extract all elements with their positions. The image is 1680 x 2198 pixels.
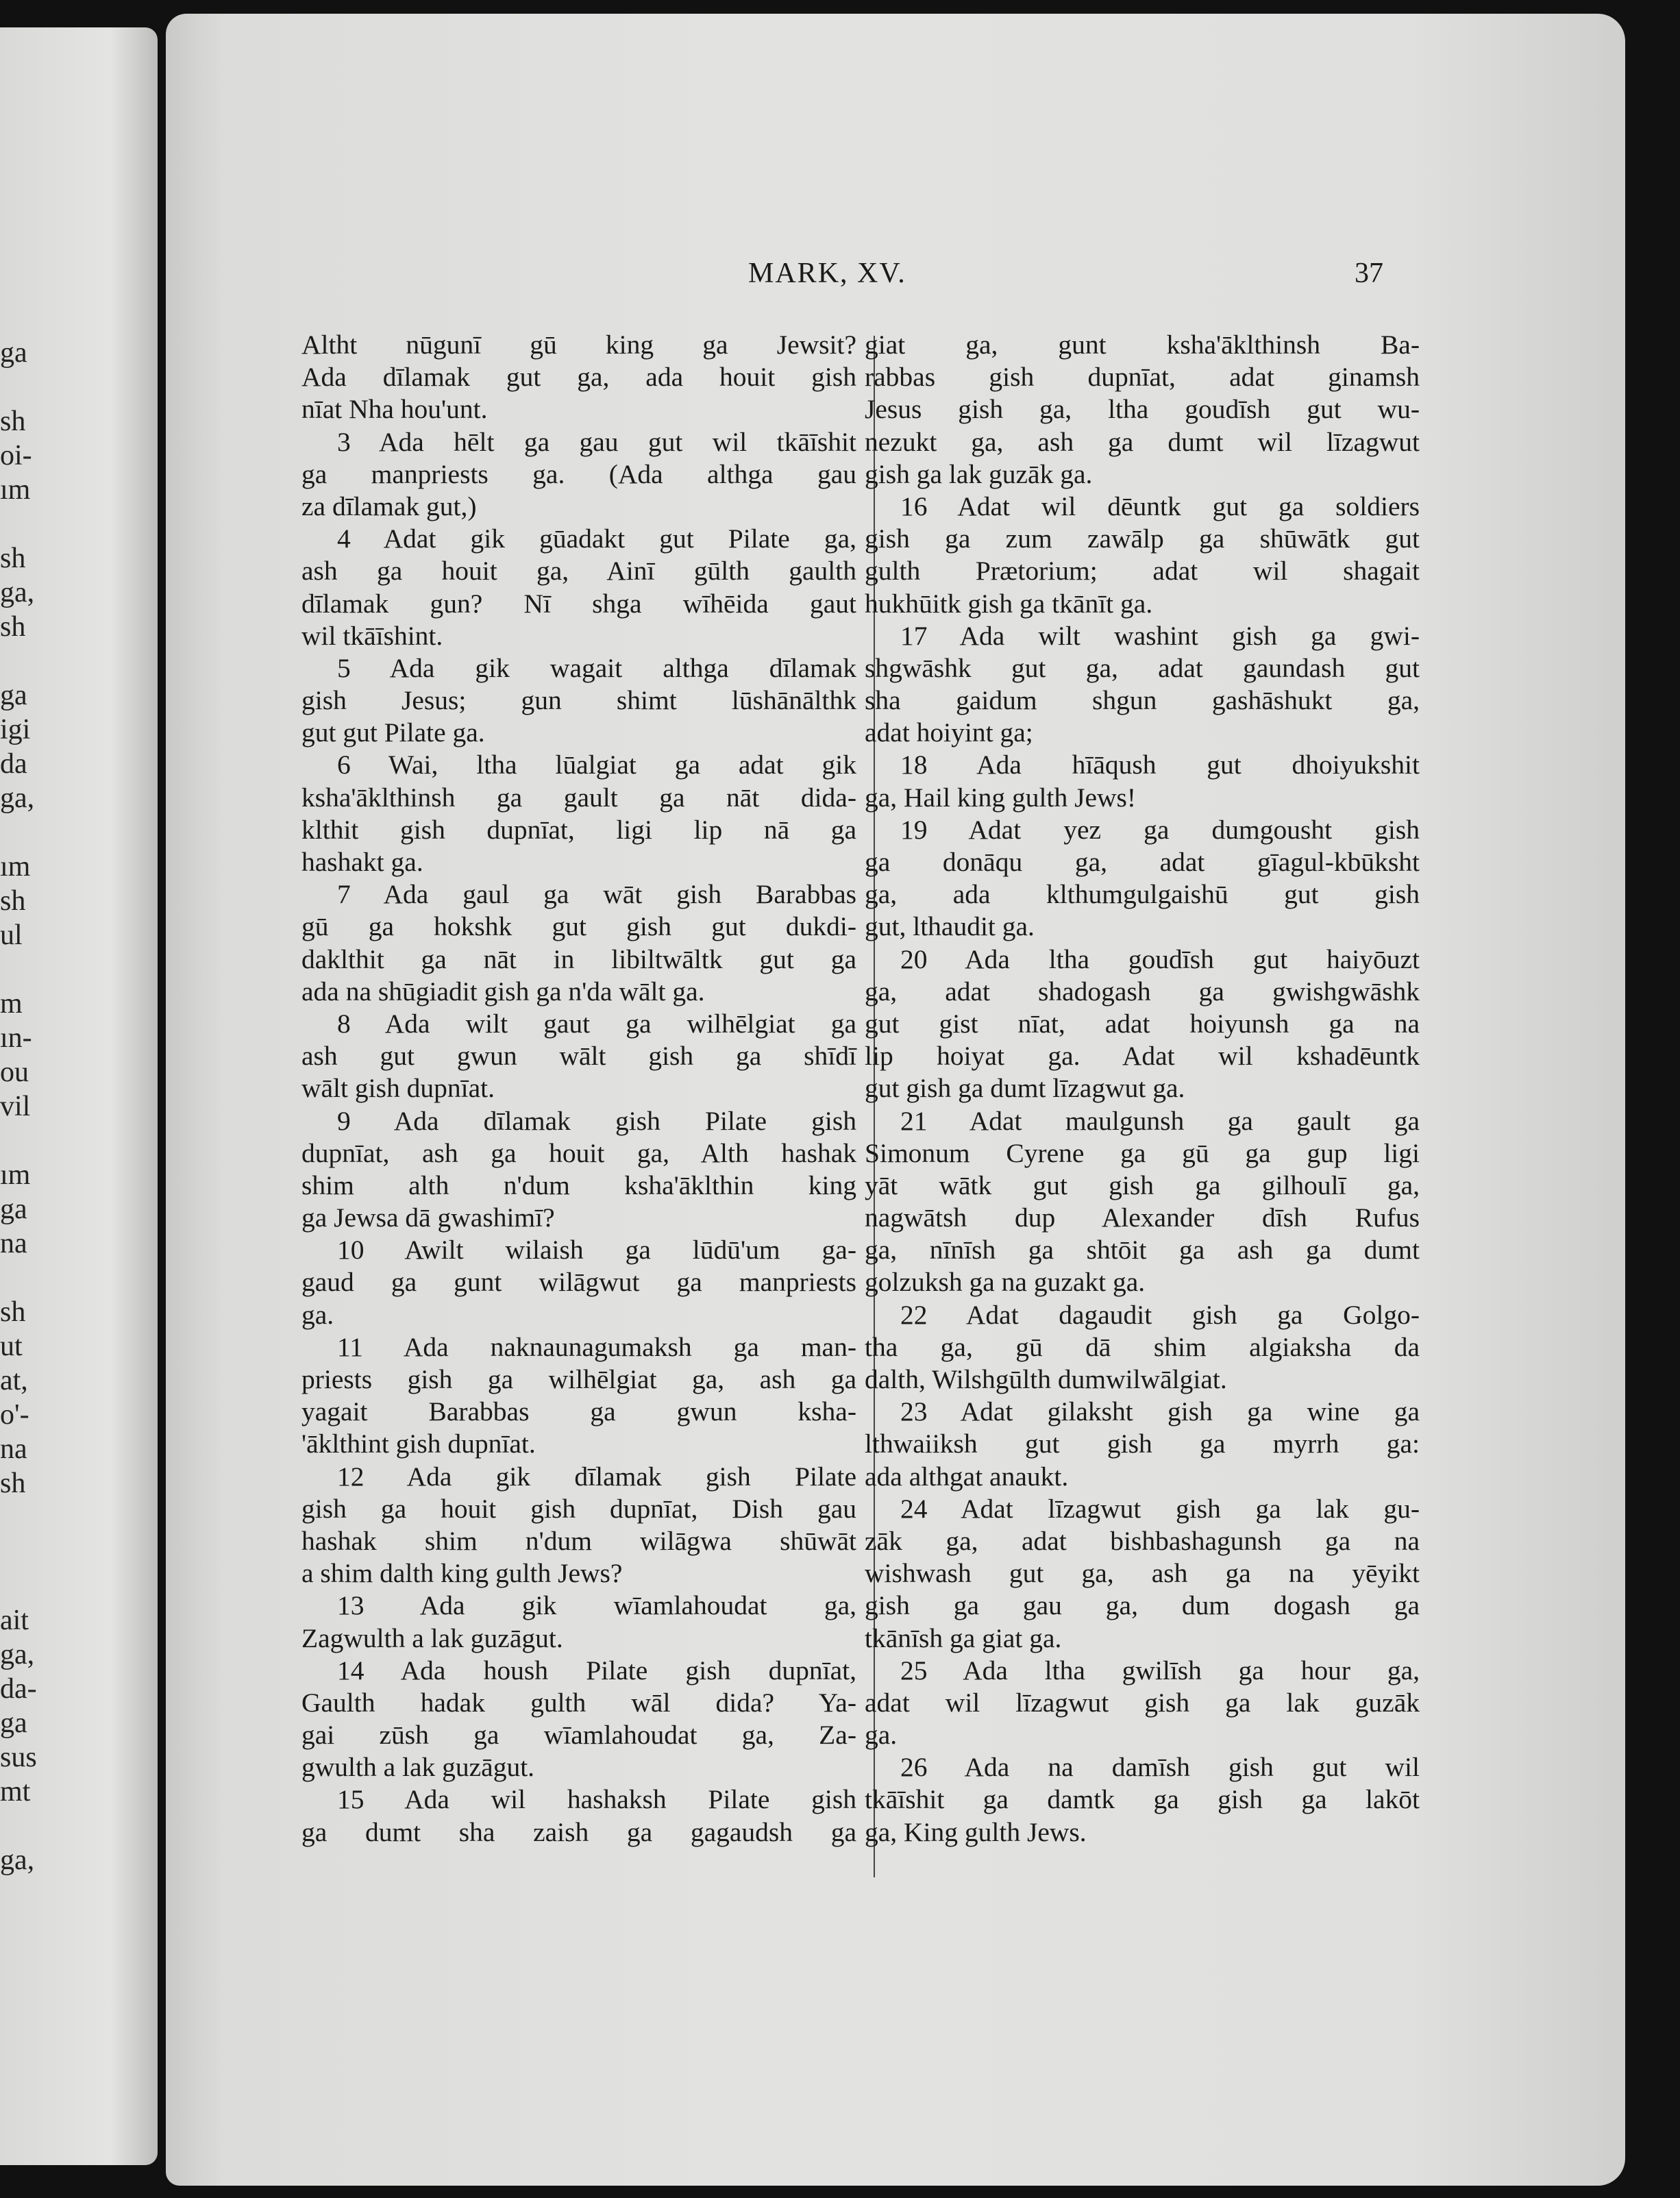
text-line: zāk ga, adat bishbashagunsh ga na — [865, 1525, 1420, 1556]
text-line: Ada dīlamak gut ga, ada houit gish — [301, 362, 856, 393]
text-line: wil tkāīshint. — [301, 620, 443, 651]
text-line: 24 Adat līzagwut gish ga lak gu- — [900, 1493, 1420, 1524]
running-title: MARK, XV. — [748, 258, 906, 289]
text-line: gaud ga gunt wilāgwut ga manpriests — [301, 1267, 856, 1298]
fragment-line: na — [0, 1433, 27, 1465]
facing-page-edge — [0, 27, 158, 2165]
fragment-line — [0, 1809, 158, 1843]
fragment-line — [0, 815, 158, 850]
fragment-line: ım — [0, 851, 31, 882]
text-line: ash ga houit ga, Ainī gūlth gaulth — [301, 556, 856, 586]
text-line: ga, adat shadogash ga gwishgwāshk — [865, 976, 1420, 1007]
fragment-line: ım — [0, 474, 31, 506]
fragment-line: ul — [0, 919, 23, 951]
text-line: 15 Ada wil hashaksh Pilate gish — [337, 1784, 856, 1815]
text-line: lthwaiiksh gut gish ga myrrh ga: — [865, 1429, 1420, 1459]
text-line: ga, King gulth Jews. — [865, 1816, 1087, 1847]
text-line: Altht nūgunī gū king ga Jewsit? — [301, 330, 856, 360]
text-line: shgwāshk gut ga, adat gaundash gut — [865, 652, 1420, 683]
fragment-line — [0, 507, 158, 541]
text-line: 17 Ada wilt washint gish ga gwi- — [900, 620, 1420, 651]
text-line: adat hoiyint ga; — [865, 717, 1033, 748]
text-line: tkāīshit ga damtk ga gish ga lakōt — [865, 1784, 1420, 1815]
fragment-line — [0, 1124, 158, 1158]
fragment-line: ga — [0, 337, 27, 369]
text-line: gū ga hokshk gut gish gut dukdi- — [301, 911, 856, 942]
text-line: nezukt ga, ash ga dumt wil līzagwut — [865, 426, 1420, 457]
text-line: za dīlamak gut,) — [301, 491, 477, 521]
text-line: Simonum Cyrene ga gū ga gup ligi — [865, 1137, 1420, 1168]
fragment-line: sus — [0, 1742, 37, 1773]
fragment-line: ga — [0, 1194, 27, 1225]
text-line: yagait Barabbas ga gwun ksha- — [301, 1396, 856, 1427]
text-line: gwulth a lak guzāgut. — [301, 1752, 535, 1783]
text-line: 12 Ada gik dīlamak gish Pilate — [337, 1461, 856, 1492]
text-line: yāt wātk gut gish ga gilhoulī ga, — [865, 1170, 1420, 1200]
fragment-line: vil — [0, 1091, 31, 1122]
fragment-line: sh — [0, 1296, 26, 1328]
fragment-line — [0, 952, 158, 987]
text-line: 19 Adat yez ga dumgousht gish — [900, 814, 1420, 845]
text-line: nīat Nha hou'unt. — [301, 394, 488, 425]
text-line: 18 Ada hīāqush gut dhoiyukshit — [900, 750, 1420, 780]
fragment-line: ga — [0, 680, 27, 711]
text-line: Gaulth hadak gulth wāl dida? Ya- — [301, 1687, 856, 1718]
text-line: golzuksh ga na guzakt ga. — [865, 1267, 1146, 1298]
fragment-line: ga, — [0, 782, 35, 814]
text-line: 23 Adat gilaksht gish ga wine ga — [900, 1396, 1420, 1427]
text-line: 5 Ada gik wagait althga dīlamak — [337, 652, 856, 683]
fragment-line: sh — [0, 406, 26, 437]
fragment-line: ait — [0, 1605, 29, 1636]
fragment-line: ın- — [0, 1022, 32, 1054]
fragment-line: at, — [0, 1365, 28, 1396]
text-line: hashak shim n'dum wilāgwa shūwāt — [301, 1525, 856, 1556]
text-line: 21 Adat maulgunsh ga gault ga — [900, 1105, 1420, 1136]
text-line: shim alth n'dum ksha'āklthin king — [301, 1170, 856, 1200]
text-line: wishwash gut ga, ash ga na yēyikt — [865, 1558, 1420, 1589]
text-line: a shim dalth king gulth Jews? — [301, 1558, 623, 1589]
text-line: ksha'āklthinsh ga gault ga nāt dida- — [301, 782, 856, 813]
fragment-line: oi- — [0, 440, 32, 471]
fragment-line — [0, 1261, 158, 1295]
text-line: Zagwulth a lak guzāgut. — [301, 1622, 563, 1653]
fragment-line: na — [0, 1228, 27, 1259]
text-line: ga manpriests ga. (Ada althga gau — [301, 458, 856, 489]
fragment-line: sh — [0, 1468, 26, 1499]
fragment-line: ga, — [0, 1639, 35, 1670]
text-line: tkānīsh ga giat ga. — [865, 1622, 1062, 1653]
text-line: 26 Ada na damīsh gish gut wil — [900, 1752, 1420, 1783]
fragment-line: sh — [0, 885, 26, 917]
facing-page-fragments-upper — [0, 336, 158, 1501]
fragment-line: da — [0, 748, 27, 780]
text-column-left — [301, 329, 856, 1849]
text-line: tha ga, gū dā shim algiaksha da — [865, 1331, 1420, 1362]
text-line: 16 Adat wil dēuntk gut ga soldiers — [900, 491, 1420, 521]
text-line: gut, lthaudit ga. — [865, 911, 1035, 942]
text-line: Jesus gish ga, ltha goudīsh gut wu- — [865, 394, 1420, 425]
fragment-line — [0, 644, 158, 678]
text-line: 20 Ada ltha goudīsh gut haiyōuzt — [900, 943, 1420, 974]
text-line: gai zūsh ga wīamlahoudat ga, Za- — [301, 1720, 856, 1751]
book-gutter — [158, 0, 166, 2198]
fragment-line: ou — [0, 1057, 29, 1088]
text-line: 7 Ada gaul ga wāt gish Barabbas — [337, 879, 856, 910]
page-number: 37 — [1355, 258, 1383, 289]
text-line: gut gish ga dumt līzagwut ga. — [865, 1073, 1185, 1104]
text-line: nagwātsh dup Alexander dīsh Rufus — [865, 1202, 1420, 1233]
text-line: 22 Adat dagaudit gish ga Golgo- — [900, 1299, 1420, 1330]
fragment-line: m — [0, 988, 23, 1020]
text-line: hashakt ga. — [301, 847, 423, 877]
text-line: ga donāqu ga, adat gīagul-kbūksht — [865, 847, 1420, 877]
text-line: gulth Prætorium; adat wil shagait — [865, 556, 1420, 586]
text-line: 'āklthint gish dupnīat. — [301, 1429, 536, 1459]
fragment-line: ga, — [0, 1844, 35, 1876]
text-line: ga, ada klthumgulgaishū gut gish — [865, 879, 1420, 910]
fragment-line: ga, — [0, 577, 35, 608]
facing-page-fragments-lower — [0, 1603, 158, 1877]
text-line: lip hoiyat ga. Adat wil kshadēuntk — [865, 1041, 1420, 1072]
fragment-line — [0, 370, 158, 404]
text-line: sha gaidum shgun gashāshukt ga, — [865, 685, 1420, 716]
text-line: gish ga gau ga, dum dogash ga — [865, 1590, 1420, 1621]
text-line: gish ga houit gish dupnīat, Dish gau — [301, 1493, 856, 1524]
text-line: 9 Ada dīlamak gish Pilate gish — [337, 1105, 856, 1136]
fragment-line: sh — [0, 611, 26, 643]
fragment-line: o'- — [0, 1399, 29, 1431]
fragment-line: ga — [0, 1707, 27, 1739]
text-line: 8 Ada wilt gaut ga wilhēlgiat ga — [337, 1008, 856, 1039]
text-line: ga. — [301, 1299, 334, 1330]
text-line: ga Jewsa dā gwashimī? — [301, 1202, 555, 1233]
text-line: giat ga, gunt ksha'āklthinsh Ba- — [865, 330, 1420, 360]
text-line: ga, nīnīsh ga shtōit ga ash ga dumt — [865, 1235, 1420, 1265]
text-line: 6 Wai, ltha lūalgiat ga adat gik — [337, 750, 856, 780]
fragment-line: sh — [0, 543, 26, 574]
text-line: gish Jesus; gun shimt lūshānālthk — [301, 685, 856, 716]
text-line: 14 Ada housh Pilate gish dupnīat, — [337, 1655, 856, 1685]
fragment-line: mt — [0, 1776, 31, 1807]
text-line: 13 Ada gik wīamlahoudat ga, — [337, 1590, 856, 1621]
text-line: hukhūitk gish ga tkānīt ga. — [865, 588, 1153, 619]
text-line: ga. — [865, 1720, 898, 1751]
text-line: dupnīat, ash ga houit ga, Alth hashak — [301, 1137, 856, 1168]
text-line: 3 Ada hēlt ga gau gut wil tkāīshit — [337, 426, 856, 457]
fragment-line: da- — [0, 1673, 37, 1705]
text-line: ga, Hail king gulth Jews! — [865, 782, 1137, 813]
text-line: klthit gish dupnīat, ligi lip nā ga — [301, 814, 856, 845]
text-line: ada na shūgiadit gish ga n'da wālt ga. — [301, 976, 705, 1007]
text-line: daklthit ga nāt in libiltwāltk gut ga — [301, 943, 856, 974]
text-line: gut gut Pilate ga. — [301, 717, 485, 748]
text-line: gut gist nīat, adat hoiyunsh ga na — [865, 1008, 1420, 1039]
text-line: gish ga zum zawālp ga shūwātk gut — [865, 523, 1420, 554]
text-line: 25 Ada ltha gwilīsh ga hour ga, — [900, 1655, 1420, 1685]
text-line: ga dumt sha zaish ga gagaudsh ga — [301, 1816, 856, 1847]
page-header — [166, 257, 1625, 298]
text-line: 10 Awilt wilaish ga lūdū'um ga- — [337, 1235, 856, 1265]
page — [166, 14, 1625, 2186]
fragment-line: igi — [0, 714, 31, 745]
text-line: 11 Ada naknaunagumaksh ga man- — [337, 1331, 856, 1362]
text-line: wālt gish dupnīat. — [301, 1073, 495, 1104]
fragment-line: ım — [0, 1159, 31, 1191]
text-line: dīlamak gun? Nī shga wīhēida gaut — [301, 588, 856, 619]
text-line: ash gut gwun wālt gish ga shīdī — [301, 1041, 856, 1072]
text-column-right — [865, 329, 1420, 1849]
text-line: 4 Adat gik gūadakt gut Pilate ga, — [337, 523, 856, 554]
text-line: priests gish ga wilhēlgiat ga, ash ga — [301, 1364, 856, 1394]
fragment-line: ut — [0, 1331, 23, 1362]
text-line: ada althgat anaukt. — [865, 1461, 1069, 1492]
text-line: dalth, Wilshgūlth dumwilwālgiat. — [865, 1364, 1227, 1394]
text-line: rabbas gish dupnīat, adat ginamsh — [865, 362, 1420, 393]
text-line: gish ga lak guzāk ga. — [865, 458, 1093, 489]
text-line: adat wil līzagwut gish ga lak guzāk — [865, 1687, 1420, 1718]
